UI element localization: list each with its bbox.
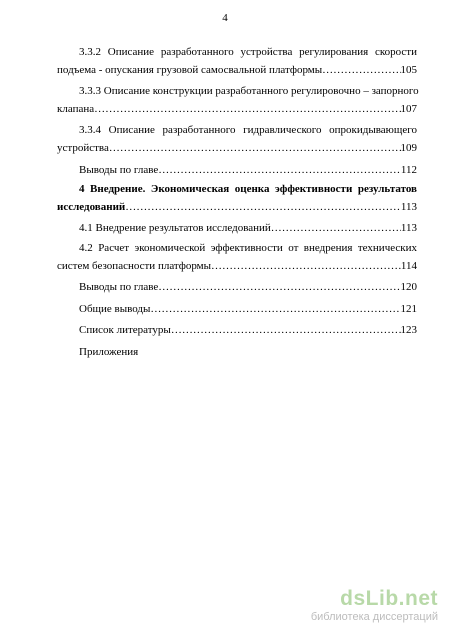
toc-entry-vyvody-ch3: [57, 162, 417, 180]
toc-entry-obshchie-vyvody: [57, 301, 417, 319]
toc-entry-title: Выводы по главе: [79, 163, 159, 176]
toc-entry-3-3-2: [57, 44, 417, 79]
toc-page-number: 107: [400, 102, 417, 115]
toc-entry-title-line1: 4.2 Расчет экономической эффективности от внедрения технических: [79, 241, 417, 254]
table-of-contents: [57, 44, 417, 362]
toc-entry-title-line2: систем безопасности платформы: [57, 259, 212, 272]
toc-leader-dots: [158, 162, 401, 180]
toc-entry-3-3-3: [57, 83, 417, 118]
toc-entry-title-line2: клапана: [57, 102, 95, 115]
watermark-subtitle: библиотека диссертаций: [310, 611, 438, 623]
toc-page-number: 113: [400, 200, 417, 213]
toc-page-number: 105: [400, 63, 417, 76]
toc-entry-vyvody-ch4: [57, 279, 417, 297]
toc-leader-dots: [94, 101, 400, 119]
toc-entry-chapter-4: [57, 181, 417, 216]
toc-leader-dots: [211, 258, 401, 276]
toc-entry-title-line1: 3.3.2 Описание разработанного устройства регулирования скорости: [79, 46, 417, 58]
toc-entry-title-line2: подъема - опускания грузовой самосвальной платформы: [57, 63, 323, 76]
toc-page-number: 109: [400, 141, 417, 154]
toc-page-number: 114: [400, 259, 417, 272]
toc-entry-title: Общие выводы: [79, 302, 151, 315]
toc-entry-spisok-literatury: [57, 322, 417, 340]
watermark: [288, 587, 438, 627]
toc-leader-dots: [109, 140, 401, 158]
toc-leader-dots: [322, 62, 400, 80]
toc-entry-4-1: [57, 220, 417, 238]
watermark-logo: dsLib.net: [340, 587, 438, 610]
toc-leader-dots: [158, 279, 400, 297]
page-number: 4: [222, 12, 228, 24]
toc-entry-title-line1: 3.3.3 Описание конструкции разработанного регулировочно – запорного: [79, 85, 419, 98]
toc-page-number: 120: [400, 281, 417, 294]
toc-entry-title-line1: 3.3.4 Описание разработанного гидравлического опрокидывающего: [79, 124, 417, 137]
toc-entry-3-3-4: [57, 122, 417, 157]
toc-entry-title-line1: 4 Внедрение. Экономическая оценка эффективности результатов: [79, 183, 417, 196]
toc-entry-title: Список литературы: [79, 324, 171, 337]
toc-entry-4-2: [57, 240, 417, 275]
toc-leader-dots: [271, 220, 401, 238]
toc-entry-prilozheniya: [57, 344, 417, 362]
toc-entry-title: Приложения: [79, 345, 139, 358]
toc-page-number: 121: [400, 302, 417, 315]
toc-entry-title: 4.1 Внедрение результатов исследований: [79, 222, 271, 235]
toc-entry-title: Выводы по главе: [79, 281, 159, 294]
toc-page-number: 123: [400, 324, 417, 337]
toc-leader-dots: [171, 322, 401, 340]
toc-entry-title-line2: устройства: [57, 141, 109, 154]
toc-leader-dots: [125, 199, 401, 217]
toc-page-number: 113: [400, 222, 417, 235]
toc-entry-title-line2: исследований: [57, 200, 126, 213]
toc-page-number: 112: [400, 163, 417, 176]
toc-leader-dots: [150, 301, 400, 319]
